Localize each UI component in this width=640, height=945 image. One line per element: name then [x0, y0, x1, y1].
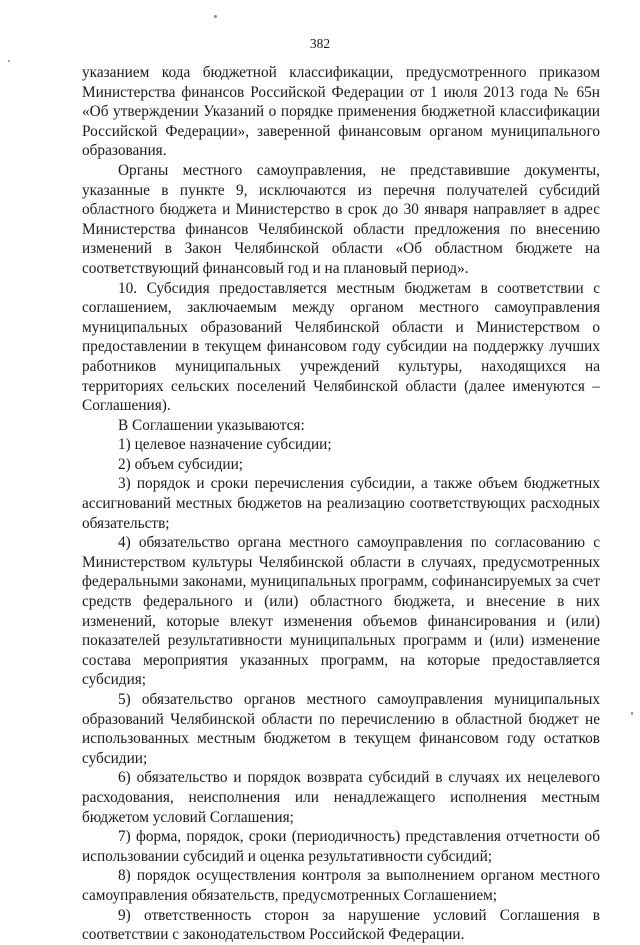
- page-number: 382: [309, 36, 331, 51]
- scan-artifact-dot: [8, 60, 10, 62]
- list-item: 5) обязательство органов местного самоуправления муниципальных образований Челябинской области по перечислению в областной бюджет не использованных местным бюджетом в текущем финансовом году остатков субсидии;: [82, 691, 600, 767]
- list-item: 7) форма, порядок, сроки (периодичность) представления отчетности об использовании субсидий и оценка результативности субсидий;: [82, 828, 600, 865]
- list-item: 6) обязательство и порядок возврата субсидий в случаях их нецелевого расходования, неисполнения или ненадлежащего исполнения местным бюджетом условий Соглашения;: [82, 769, 600, 826]
- list-item: 1) целевое назначение субсидии;: [118, 436, 332, 454]
- paragraph-item-10: 10. Субсидия предоставляется местным бюджетам в соответствии с соглашением, заключаемым между органом местного самоуправления муниципальных образований Челябинской области и Министерством о предоставлении в текущем финансовом году субсидии на поддержку лучших работников муниципальных учреждений культуры, находящихся на территориях сельских поселений Челябинской области (далее именуются – Соглашения).: [82, 279, 600, 415]
- list-item: 8) порядок осуществления контроля за выполнением органом местного самоуправления обязательств, предусмотренных Соглашением;: [82, 867, 600, 904]
- list-item: 2) объем субсидии;: [118, 455, 244, 473]
- scan-artifact-dot: [631, 712, 633, 715]
- list-item: 9) ответственность сторон за нарушение условий Соглашения в соответствии с законодательством Российской Федерации.: [82, 906, 600, 944]
- list-item: 3) порядок и сроки перечисления субсидии, а также объем бюджетных ассигнований местных бюджетов на реализацию соответствующих расходных обязательств;: [82, 475, 600, 532]
- paragraph-continuation: указанием кода бюджетной классификации, предусмотренного приказом Министерства финансов Российской Федерации от 1 июля 2013 года № 65н «Об утверждении Указаний о порядке применения бюджетной классификации Российской Федерации», заверенной финансовым органом муниципального образования.: [82, 64, 600, 160]
- list-item: 4) обязательство органа местного самоуправления по согласованию с Министерством культуры Челябинской области в случаях, предусмотренных федеральными законами, муниципальных программ, софинансируемых за счет средств федерального и (или) областного бюджета, и внесение в них изменений, которые влекут изменения объемов финансирования и (или) показателей результативности муниципальных программ и (или) изменение состава мероприятия указанных программ, на которые предоставляется субсидия;: [82, 534, 600, 689]
- paragraph-excluded-bodies: Органы местного самоуправления, не представившие документы, указанные в пункте 9, исключаются из перечня получателей субсидий областного бюджета и Министерство в срок до 30 января направляет в адрес Министерства финансов Челябинской области предложения по внесению изменений в Закон Челябинской области «Об областном бюджете на соответствующий финансовый год и на плановый период».: [82, 161, 600, 277]
- scan-artifact-dot: [214, 15, 217, 18]
- paragraph-agreement-intro: В Соглашении указываются:: [118, 416, 305, 434]
- document-body: [82, 63, 600, 945]
